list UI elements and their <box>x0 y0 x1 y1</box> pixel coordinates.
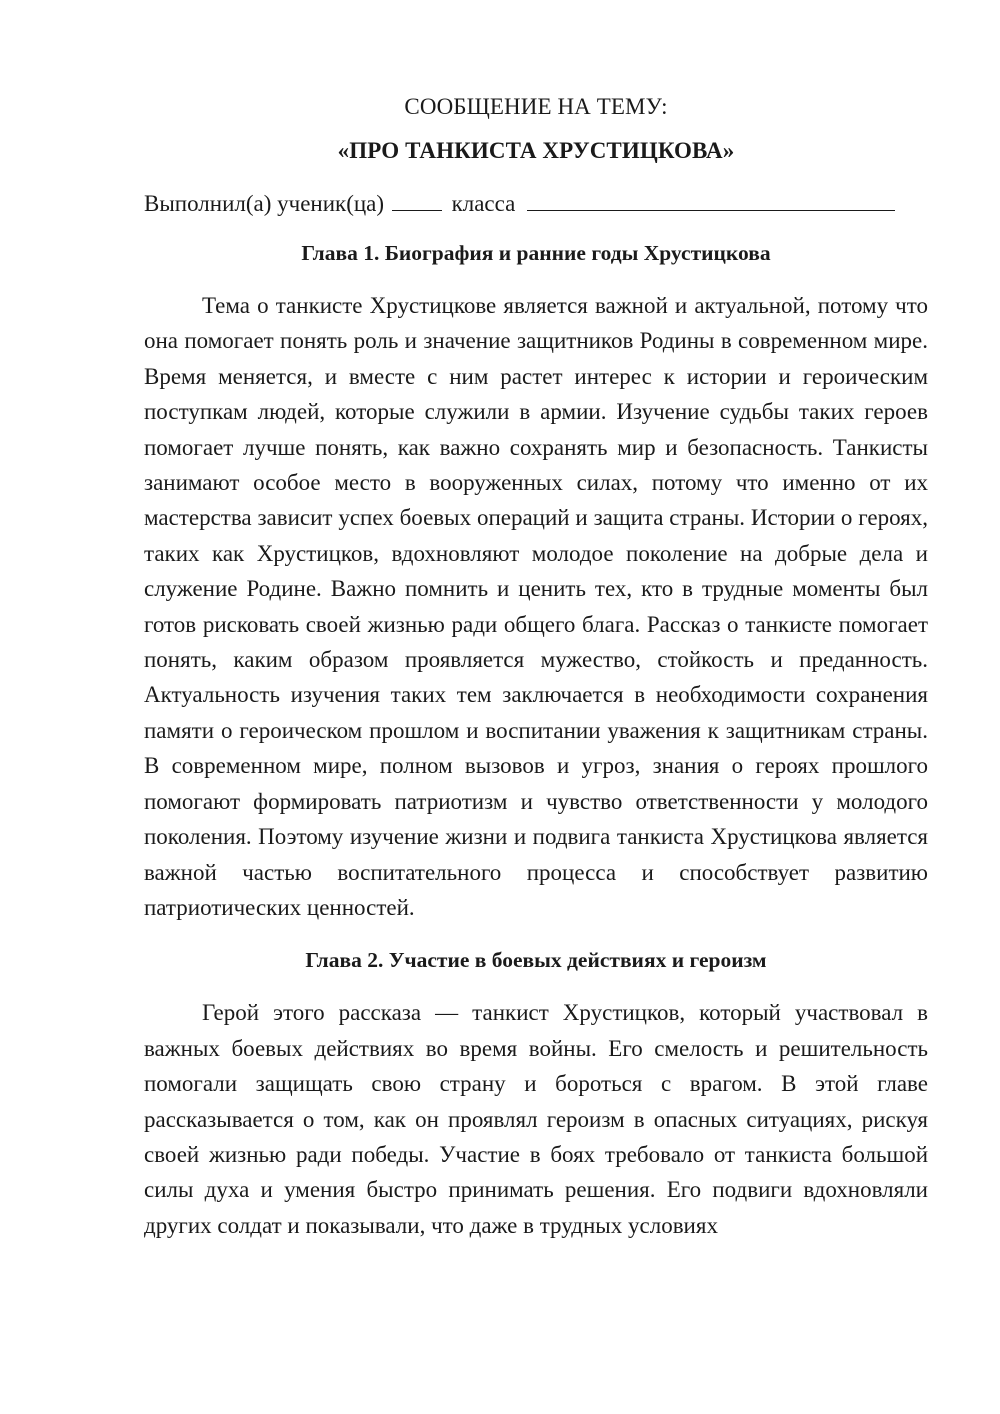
document-title-line-2: «ПРО ТАНКИСТА ХРУСТИЦКОВА» <box>337 138 735 163</box>
author-middle: класса <box>451 191 516 216</box>
author-prefix: Выполнил(а) ученик(ца) <box>144 191 385 216</box>
chapter-1-title: Глава 1. Биография и ранние годы Хрустицкова <box>301 241 771 265</box>
document-title-line-1: СООБЩЕНИЕ НА ТЕМУ: <box>404 94 668 119</box>
class-blank <box>392 190 442 211</box>
school-blank <box>527 190 895 211</box>
chapter-1-paragraph: Тема о танкисте Хрустицкове является важной и актуальной, потому что она помогает понять роль и значение защитников Родины в современном мире. Время меняется, и вместе с ним растет интерес к истории и героическим поступкам людей, которые служили в армии. Изучение судьбы таких героев помогает лучше понять, как важно сохранять мир и безопасность. Танкисты занимают особое место в вооруженных силах, потому что именно от их мастерства зависит успех боевых операций и защита страны. Истории о героях, таких как Хрустицков, вдохновляют молодое поколение на добрые дела и служение Родине. Важно помнить и ценить тех, кто в трудные моменты был готов рисковать своей жизнью ради общего блага. Рассказ о танкисте помогает понять, каким образом проявляется мужество, стойкость и преданность. Актуальность изучения таких тем заключается в необходимости сохранения памяти о героическом прошлом и воспитании уважения к защитникам страны. В современном мире, полном вызовов и угроз, знания о героях прошлого помогают формировать патриотизм и чувство ответственности у молодого поколения. Поэтому изучение жизни и подвига танкиста Хрустицкова является важной частью воспитательного процесса и способствует развитию патриотических ценностей. <box>144 293 928 920</box>
chapter-2-title: Глава 2. Участие в боевых действиях и героизм <box>305 948 767 973</box>
author-line <box>144 188 928 220</box>
document-page <box>144 88 928 1243</box>
chapter-2-paragraph: Герой этого рассказа — танкист Хрустицков, который участвовал в важных боевых действиях во время войны. Его смелость и решительность помогали защищать свою страну и бороться с врагом. В этой главе рассказывается о том, как он проявлял героизм в опасных ситуациях, рискуя своей жизнью ради победы. Участие в боях требовало от танкиста большой силы духа и умения быстро принимать решения. Его подвиги вдохновляли других солдат и показывали, что даже в трудных условиях <box>144 1000 928 1238</box>
